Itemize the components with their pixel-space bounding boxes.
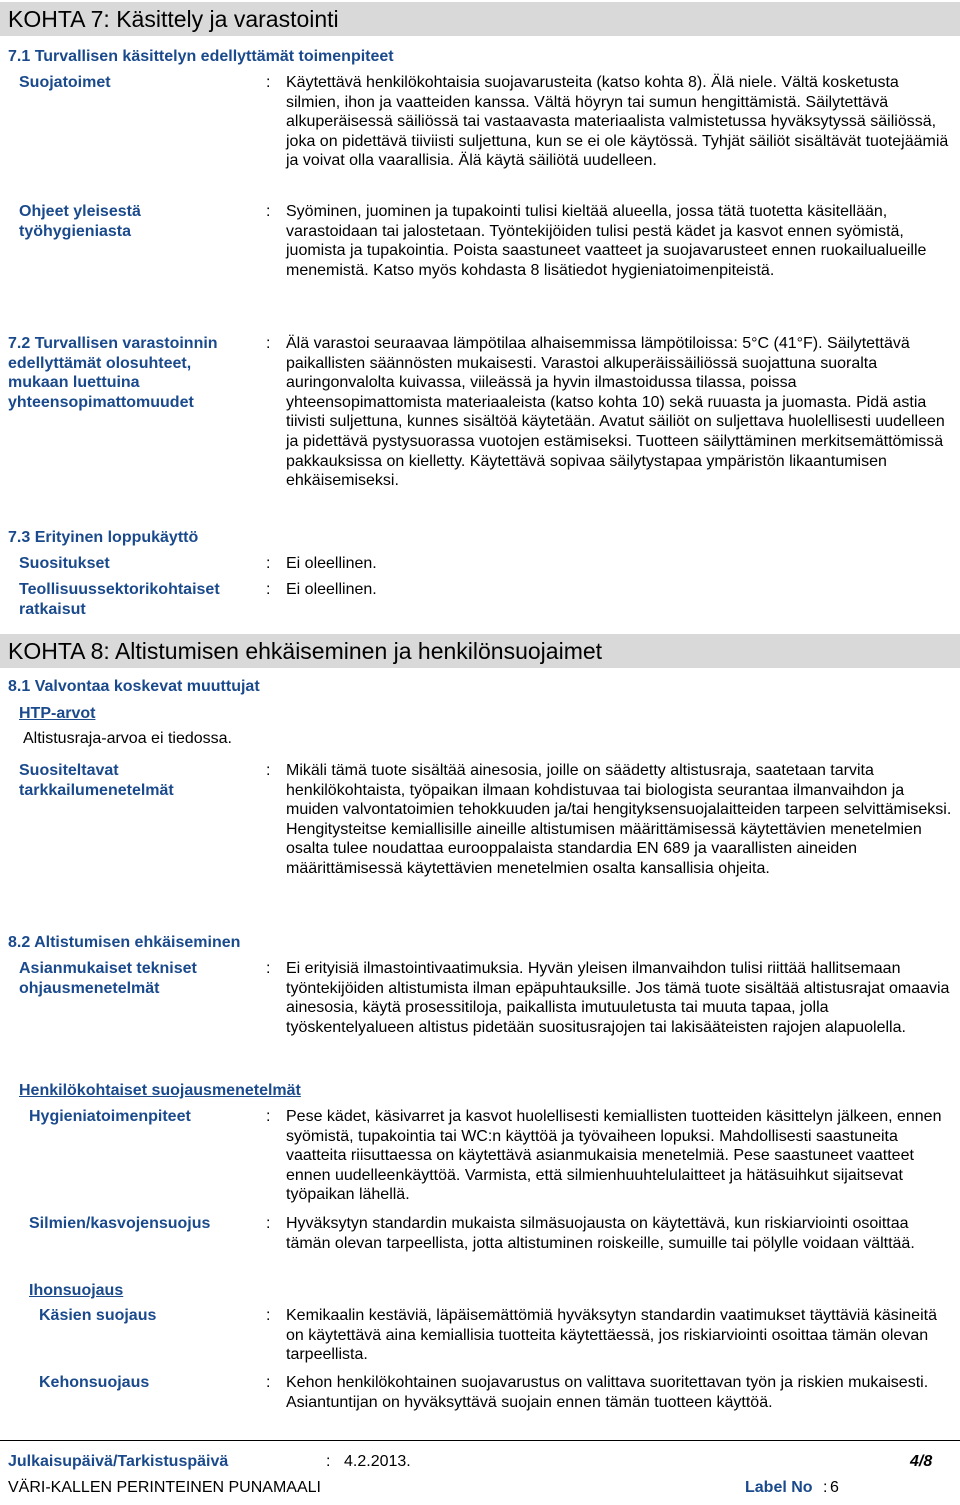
footer-product: VÄRI-KALLEN PERINTEINEN PUNAMAALI <box>8 1479 321 1496</box>
colon: : <box>266 1108 271 1125</box>
page-number: 4/8 <box>910 1453 933 1470</box>
engineering-label: Asianmukaiset tekniset ohjausmenetelmät <box>19 960 197 997</box>
footer-label-no-label: Label No <box>745 1479 813 1496</box>
colon: : <box>266 960 271 977</box>
colon: : <box>266 1215 271 1232</box>
colon: : <box>823 1479 828 1496</box>
storage-text: Älä varastoi seuraavaa lämpötilaa alhaisemmissa lämpötiloissa: 5°C (41°F). Säilytettävä paikallisten säännösten mukaisesti. Varastoi alkuperäissäiliössä suojattuna suoralta auringonvalolta kuivassa, viileässä ja hyvin ilmastoidussa tilassa, poissa yhteensopimattomista materiaaleista (katso kohta 10) sekä ruuasta ja juomasta. Pidä astia tiivisti suljettuna, kunnes sisältöä käytetään. Avatut säiliöt on suljettava huolellisesti uudelleen ja pidettävä pystysuorassa vuotojen estämiseksi. Tuotteen säilyttäminen merkitsemättömissä pakkauksissa on kielletty. Käytettävä sopivaa säilytystapaa ympäristön likaantumisen ehkäisemiseksi. <box>286 335 945 490</box>
engineering-text: Ei erityisiä ilmastointivaatimuksia. Hyvän yleisen ilmanvaihdon tulisi riittää hallitsemaan työntekijöiden altistumista ilman epäpuhtauksille. Jos tämä tuote sisältää altistusrajat omaavia ainesosia, käytä prosessitiloja, paikallista imutuuletusta tai muuta tapaa, jolla työskentelyalueen altistus pidetään suositusrajojen tai lakisääteisten rajojen alapuolella. <box>286 960 950 1036</box>
monitoring-label: Suositeltavat tarkkailumenetelmät <box>19 762 174 799</box>
htp-heading: HTP-arvot <box>19 705 96 722</box>
colon: : <box>266 1374 271 1391</box>
industrial-label: Teollisuussektorikohtaiset ratkaisut <box>19 581 220 618</box>
footer-date-label: Julkaisupäivä/Tarkistuspäivä <box>8 1453 229 1470</box>
colon: : <box>266 335 271 352</box>
colon: : <box>266 74 271 91</box>
monitoring-text: Mikäli tämä tuote sisältää ainesosia, joille on säädetty altistusraja, saatetaan tarvita henkilökohtaista, työpaikan ilmaan kohdistuvaa tai biologista seurantaa ilmanvaihdon ja muiden valvontatoimien tehokkuuden ja/tai hengityksensuojalaitteiden tarpeen selvittämiseksi. Hengitysteitse kemiallisille aineille altistumisen määrittämisessä käytettävien menetelmien osalta tulee noudattaa eurooppalaista standardia EN 689 ja vaarallisten aineiden määrittämisessä käytettävien menetelmien osalta kansallisia ohjeita. <box>286 762 952 877</box>
ppe-heading: Henkilökohtaiset suojausmenetelmät <box>19 1082 301 1099</box>
colon: : <box>326 1453 331 1470</box>
subsection-8-2: 8.2 Altistumisen ehkäiseminen <box>8 934 241 951</box>
subsection-8-1: 8.1 Valvontaa koskevat muuttujat <box>8 678 260 695</box>
footer-label-no: 6 <box>830 1479 839 1496</box>
colon: : <box>266 555 271 572</box>
section-7-title: KOHTA 7: Käsittely ja varastointi <box>0 2 960 36</box>
recommendations-label: Suositukset <box>19 555 110 572</box>
section-8-title: KOHTA 8: Altistumisen ehkäiseminen ja henkilönsuojaimet <box>0 634 960 668</box>
hand-protection-label: Käsien suojaus <box>39 1307 157 1324</box>
footer-divider <box>0 1440 960 1441</box>
skin-heading: Ihonsuojaus <box>29 1282 124 1299</box>
recommendations-text: Ei oleellinen. <box>286 555 377 572</box>
hygiene-label: Ohjeet yleisestä työhygieniasta <box>19 203 141 240</box>
colon: : <box>266 203 271 220</box>
protective-label: Suojatoimet <box>19 74 111 91</box>
colon: : <box>266 1307 271 1324</box>
subsection-7-2-label: 7.2 Turvallisen varastoinnin edellyttämät olosuhteet, mukaan luettuina yhteensopimattomuudet <box>8 335 218 411</box>
subsection-7-3: 7.3 Erityinen loppukäyttö <box>8 529 199 546</box>
hygiene-measures-text: Pese kädet, käsivarret ja kasvot huolellisesti kemiallisten tuotteiden käsittelyn jälkeen, ennen syömistä, tupakointia tai WC:n käyttöä ja työvaiheen lopuksi. Mahdollisesti saastuneita vaatteita riisuttaessa on käytettävä asianmukaisia menetelmiä. Pese saastuneet vaatteet ennen uudelleenkäyttöä. Varmista, että silmienhuuhtelulaitteet ja hätäsuihkut sijaitsevat työpaikan lähellä. <box>286 1108 942 1204</box>
footer-date: 4.2.2013. <box>344 1453 411 1470</box>
industrial-text: Ei oleellinen. <box>286 581 377 598</box>
subsection-7-1: 7.1 Turvallisen käsittelyn edellyttämät toimenpiteet <box>8 48 394 65</box>
protective-text: Käytettävä henkilökohtaisia suojavarusteita (katso kohta 8). Älä niele. Vältä kosketusta silmien, ihon ja vaatteiden kanssa. Vältä höyryn tai sumun hengittämistä. Säilytettävä alkuperäisessä säiliössä tai vastaavasta materiaalista valmistetussa hyväksytyssä säiliössä, joka on pidettävä tiiviisti suljettuna, kun se ei ole käytössä. Tyhjät säiliöt sisältävät tuotejäämiä ja voivat olla vaarallisia. Älä käytä säiliötä uudelleen. <box>286 74 949 170</box>
body-protection-text: Kehon henkilökohtainen suojavarustus on valittava suoritettavan työn ja riskien mukaisesti. Asiantuntijan on hyväksyttävä suojain ennen tämän tuotteen käyttöä. <box>286 1374 929 1411</box>
htp-text: Altistusraja-arvoa ei tiedossa. <box>23 730 232 747</box>
hygiene-text: Syöminen, juominen ja tupakointi tulisi kieltää alueella, jossa tätä tuotetta käsitellään, varastoidaan tai jalostetaan. Työntekijöiden tulisi pestä kädet ja kasvot ennen syömistä, juomista ja tupakointia. Poista saastuneet vaatteet ja suojavarusteet ennen ruokailualueille menemistä. Katso myös kohdasta 8 lisätiedot hygieniatoimenpiteistä. <box>286 203 927 279</box>
eye-protection-label: Silmien/kasvojensuojus <box>29 1215 211 1232</box>
hygiene-measures-label: Hygieniatoimenpiteet <box>29 1108 191 1125</box>
colon: : <box>266 762 271 779</box>
hand-protection-text: Kemikaalin kestäviä, läpäisemättömiä hyväksytyn standardin vaatimukset täyttäviä käsineitä on käytettävä aina kemiallisia tuotteita käytettäessä, jos riskiarviointi osoittaa tämän olevan tarpeellista. <box>286 1307 937 1364</box>
body-protection-label: Kehonsuojaus <box>39 1374 150 1391</box>
eye-protection-text: Hyväksytyn standardin mukaista silmäsuojausta on käytettävä, kun riskiarviointi osoittaa tämän olevan tarpeellista, jotta altistuminen roiskeille, sumuille tai pölylle voidaan välttää. <box>286 1215 915 1252</box>
colon: : <box>266 581 271 598</box>
